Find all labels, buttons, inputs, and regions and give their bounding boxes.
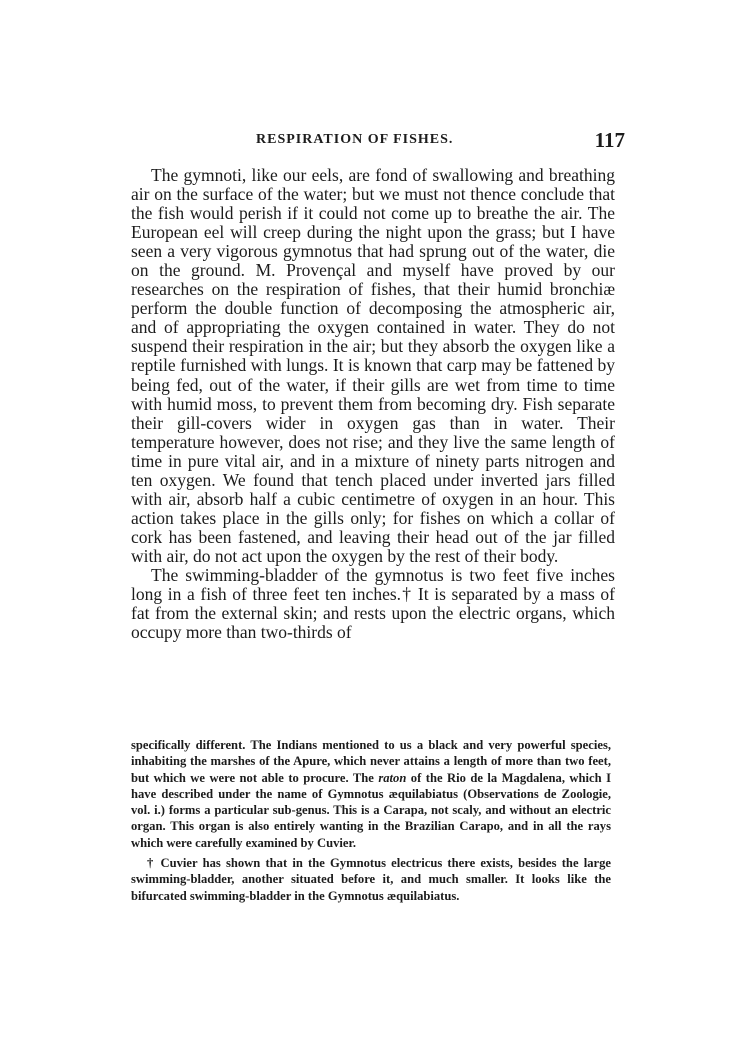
- running-title: RESPIRATION OF FISHES.: [256, 132, 454, 147]
- footnotes: [131, 737, 611, 904]
- footnote-continued: [131, 737, 611, 851]
- page-number: 117: [594, 128, 625, 152]
- footnote-dagger: † Cuvier has shown that in the Gymnotus electricus there exists, besides the large swimming-bladder, another situated before it, and much smaller. It looks like the bifurcated swimming-bladder in the Gymnotus æquilabiatus.: [131, 856, 611, 903]
- footnote-text: specifically different. The Indians mentioned to us a black and very powerful species, inhabiting the marshes of the Apure, which never attains a length of more than two feet, but which we were not able to procure. The: [131, 738, 611, 785]
- running-header: [130, 130, 625, 154]
- footnote-italic-term: raton: [378, 770, 407, 785]
- paragraph: The swimming-bladder of the gymnotus is two feet five inches long in a fish of three feet ten inches.† It is separated by a mass of fat from the external skin; and rests upon the electric organs, which occupy more than two-thirds of: [131, 564, 615, 643]
- main-text: [131, 166, 615, 642]
- paragraph: The gymnoti, like our eels, are fond of swallowing and breathing air on the surface of the water; but we must not thence conclude that the fish would perish if it could not come up to breathe the air. The European eel will creep during the night upon the grass; but I have seen a very vigorous gymnotus that had sprung out of the water, die on the ground. M. Provençal and myself have proved by our researches on the respiration of fishes, that their humid bronchiæ perform the double function of decomposing the atmospheric air, and of appropriating the oxygen contained in water. They do not suspend their respiration in the air; but they absorb the oxygen like a reptile furnished with lungs. It is known that carp may be fattened by being fed, out of the water, if their gills are wet from time to time with humid moss, to prevent them from becoming dry. Fish separate their gill-covers wider in oxygen gas than in water. Their temperature however, does not rise; and they live the same length of time in pure vital air, and in a mixture of ninety parts nitrogen and ten oxygen. We found that tench placed under inverted jars filled with air, absorb half a cubic centimetre of oxygen in an hour. This action takes place in the gills only; for fishes on which a collar of cork has been fastened, and leaving their head out of the jar filled with air, do not act upon the oxygen by the rest of their body.: [131, 165, 615, 566]
- footnote-text: of the Rio de la Magdalena, which I have described under the name of Gymnotus æquilabiatus (Observations de Zoologie, vol. i.) forms a particular sub-genus. This is a Carapa, not scaly, and without an electric organ. This organ is also entirely wanting in the Brazilian Carapo, and in all the rays which were carefully examined by Cuvier.: [131, 770, 611, 850]
